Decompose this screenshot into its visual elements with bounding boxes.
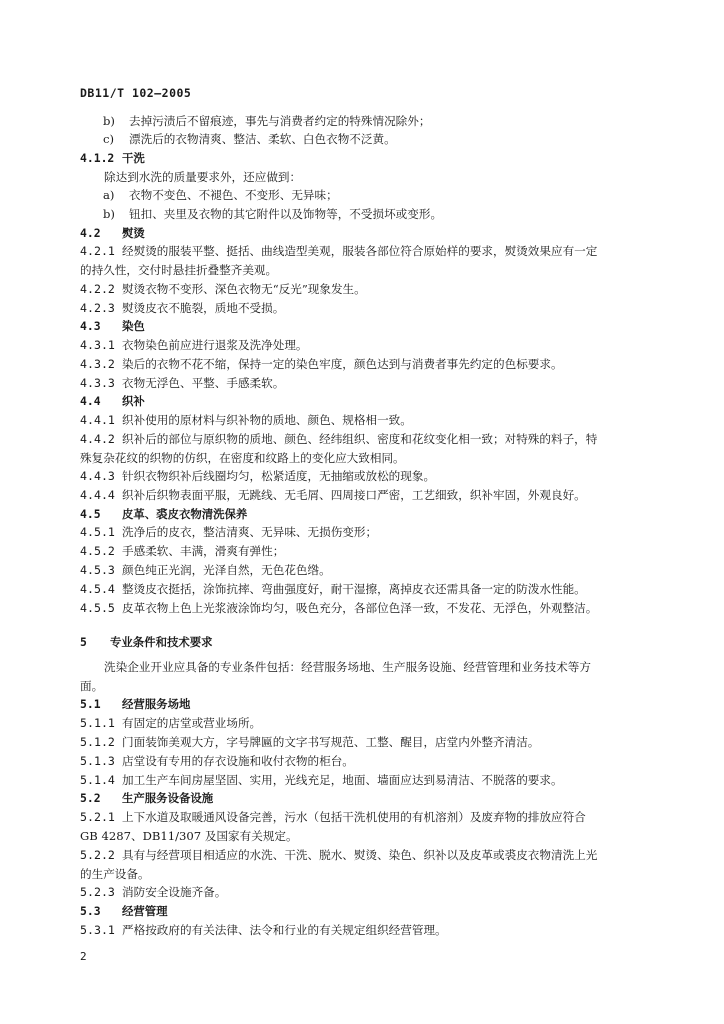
clause-number: 4.3.1 <box>80 338 115 352</box>
clause-line <box>80 375 654 391</box>
line-text: 针织衣物织补后线圈均匀，松紧适度，无抽缩或放松的现象。 <box>122 469 436 483</box>
clause-line <box>80 809 654 825</box>
list-item <box>103 131 654 147</box>
line-text: 织补 <box>122 394 145 408</box>
clause-line <box>80 562 654 578</box>
clause-number: 4.3.3 <box>80 376 115 390</box>
clause-number: 5.1.2 <box>80 735 115 749</box>
line-text: 具有与经营项目相适应的水洗、干洗、脱水、熨烫、染色、织补以及皮革或裘皮衣物清洗上光 <box>122 848 598 862</box>
clause-line <box>80 581 654 597</box>
list-item <box>103 206 654 222</box>
clause-number: 5.2.2 <box>80 848 115 862</box>
clause-line <box>80 281 654 297</box>
line-text: 手感柔软、丰满，滑爽有弹性； <box>122 544 285 558</box>
line-text: GB 4287、DB11/307 及国家有关规定。 <box>80 829 298 843</box>
line-text: 织补后织物表面平服，无跳线、无毛屑、四周接口严密，工艺细致，织补牢固，外观良好。 <box>122 488 586 502</box>
clause-line <box>80 337 654 353</box>
clause-number: 4.5.3 <box>80 563 115 577</box>
paragraph-line <box>104 169 654 185</box>
clause-line <box>80 543 654 559</box>
continuation-line <box>80 450 654 466</box>
continuation-line <box>80 678 654 694</box>
line-text: 有固定的店堂或营业场所。 <box>122 716 262 730</box>
line-text: 洗净后的皮衣，整洁清爽、无异味、无损伤变形； <box>122 525 378 539</box>
clause-number: 4.5.2 <box>80 544 115 558</box>
clause-number: 5.1.4 <box>80 773 115 787</box>
clause-number: 5.3.1 <box>80 923 115 937</box>
line-text: 洗染企业开业应具备的专业条件包括：经营服务场地、生产服务设施、经营管理和业务技术等方 <box>104 660 591 674</box>
clause-number: 4.4.2 <box>80 432 115 446</box>
line-text: 的持久性，交付时悬挂折叠整齐美观。 <box>80 263 278 277</box>
continuation-line <box>80 828 654 844</box>
clause-number: 5.2 <box>80 791 101 805</box>
line-text: 熨烫 <box>122 226 145 240</box>
list-item <box>103 187 654 203</box>
chapter-heading <box>80 634 654 650</box>
clause-line <box>80 524 654 540</box>
line-text: 生产服务设备设施 <box>122 791 214 805</box>
clause-number: 4.1.2 <box>80 151 115 165</box>
line-text: 织补使用的原材料与织补物的质地、颜色、规格相一致。 <box>122 413 412 427</box>
clause-line <box>80 412 654 428</box>
clause-number: 5.2.1 <box>80 810 115 824</box>
line-text: 衣物无浮色、平整、手感柔软。 <box>122 376 285 390</box>
continuation-line <box>80 262 654 278</box>
clause-number: 4.4 <box>80 394 101 408</box>
line-text: 漂洗后的衣物清爽、整洁、柔软、白色衣物不泛黄。 <box>129 132 396 146</box>
clause-line <box>80 884 654 900</box>
section-heading <box>80 393 654 409</box>
line-text: 店堂设有专用的存衣设施和收付衣物的柜台。 <box>122 754 354 768</box>
line-text: 熨烫衣物不变形、深色衣物无“反光”现象发生。 <box>122 282 366 296</box>
document-header-code: DB11/T 102—2005 <box>80 86 192 100</box>
clause-number: 4.5.1 <box>80 525 115 539</box>
line-text: 经营管理 <box>122 904 168 918</box>
line-text: 织补后的部位与原织物的质地、颜色、经纬组织、密度和花纹变化相一致；对特殊的料子，特 <box>122 432 598 446</box>
line-text: 皮革、裘皮衣物清洗保养 <box>122 507 248 521</box>
line-text: 染色 <box>122 319 145 333</box>
list-item-label: b) <box>103 207 115 221</box>
list-item <box>103 113 654 129</box>
line-text: 干洗 <box>122 151 145 165</box>
clause-line <box>80 431 654 447</box>
clause-number: 4.2 <box>80 226 101 240</box>
clause-number: 5.1.3 <box>80 754 115 768</box>
line-text: 除达到水洗的质量要求外，还应做到： <box>104 170 302 184</box>
clause-line <box>80 468 654 484</box>
line-text: 面。 <box>80 679 104 693</box>
clause-number: 4.3 <box>80 319 101 333</box>
clause-number: 5.1 <box>80 697 101 711</box>
clause-line <box>80 715 654 731</box>
page-number: 2 <box>80 950 87 963</box>
list-item-label: c) <box>103 132 115 146</box>
line-text: 熨烫皮衣不脆裂，质地不受损。 <box>122 301 285 315</box>
clause-number: 5.3 <box>80 904 101 918</box>
clause-line <box>80 922 654 938</box>
line-text: 钮扣、夹里及衣物的其它附件以及饰物等，不受损坏或变形。 <box>129 207 443 221</box>
clause-number: 4.3.2 <box>80 357 115 371</box>
clause-line <box>80 243 654 259</box>
clause-line <box>80 753 654 769</box>
clause-line <box>80 772 654 788</box>
clause-number: 5.2.3 <box>80 885 115 899</box>
line-text: 颜色纯正光润，光泽自然，无色花色绺。 <box>122 563 331 577</box>
line-text: 专业条件和技术要求 <box>110 635 213 649</box>
continuation-line <box>80 866 654 882</box>
section-heading <box>80 903 654 919</box>
clause-line <box>80 600 654 616</box>
clause-number: 4.4.1 <box>80 413 115 427</box>
clause-line <box>80 734 654 750</box>
line-text: 衣物染色前应进行退浆及洗净处理。 <box>122 338 308 352</box>
line-text: 严格按政府的有关法律、法令和行业的有关规定组织经营管理。 <box>122 923 447 937</box>
line-text: 衣物不变色、不褪色、不变形、无异味； <box>129 188 338 202</box>
line-text: 加工生产车间房屋坚固、实用，光线充足，地面、墙面应达到易清洁、不脱落的要求。 <box>122 773 563 787</box>
section-heading <box>80 225 654 241</box>
clause-number: 4.2.2 <box>80 282 115 296</box>
clause-number: 4.5.5 <box>80 601 115 615</box>
line-text: 的生产设备。 <box>80 867 150 881</box>
line-text: 经熨烫的服装平整、挺括、曲线造型美观，服装各部位符合原始样的要求，熨烫效果应有一定 <box>122 244 598 258</box>
clause-number: 4.4.3 <box>80 469 115 483</box>
clause-line <box>80 847 654 863</box>
clause-line <box>80 300 654 316</box>
section-heading <box>80 150 654 166</box>
line-text: 消防安全设施齐备。 <box>122 885 227 899</box>
list-item-label: b) <box>103 114 115 128</box>
section-heading <box>80 790 654 806</box>
clause-number: 4.2.3 <box>80 301 115 315</box>
section-heading <box>80 506 654 522</box>
clause-number: 4.5.4 <box>80 582 115 596</box>
clause-number: 5 <box>80 635 87 649</box>
clause-number: 4.4.4 <box>80 488 115 502</box>
line-text: 门面装饰美观大方，字号牌匾的文字书写规范、工整、醒目，店堂内外整齐清洁。 <box>122 735 540 749</box>
line-text: 经营服务场地 <box>122 697 191 711</box>
clause-number: 4.5 <box>80 507 101 521</box>
line-text: 殊复杂花纹的织物的仿织，在密度和纹路上的变化应大致相同。 <box>80 451 405 465</box>
line-text: 去掉污渍后不留痕迹，事先与消费者约定的特殊情况除外； <box>129 114 431 128</box>
clause-number: 4.2.1 <box>80 244 115 258</box>
section-heading <box>80 318 654 334</box>
line-text: 染后的衣物不花不缩，保持一定的染色牢度，颜色达到与消费者事先约定的色标要求。 <box>122 357 563 371</box>
clause-line <box>80 487 654 503</box>
list-item-label: a) <box>103 188 115 202</box>
line-text: 上下水道及取暖通风设备完善，污水（包括干洗机使用的有机溶剂）及废弃物的排放应符合 <box>122 810 586 824</box>
paragraph-line <box>104 659 654 675</box>
clause-line <box>80 356 654 372</box>
section-heading <box>80 696 654 712</box>
clause-number: 5.1.1 <box>80 716 115 730</box>
line-text: 皮革衣物上色上光浆液涂饰均匀，吸色充分，各部位色泽一致，不发花、无浮色，外观整洁。 <box>122 601 598 615</box>
line-text: 整烫皮衣挺括，涂饰抗摔、弯曲强度好，耐干湿擦，离掉皮衣还需具备一定的防泼水性能。 <box>122 582 586 596</box>
